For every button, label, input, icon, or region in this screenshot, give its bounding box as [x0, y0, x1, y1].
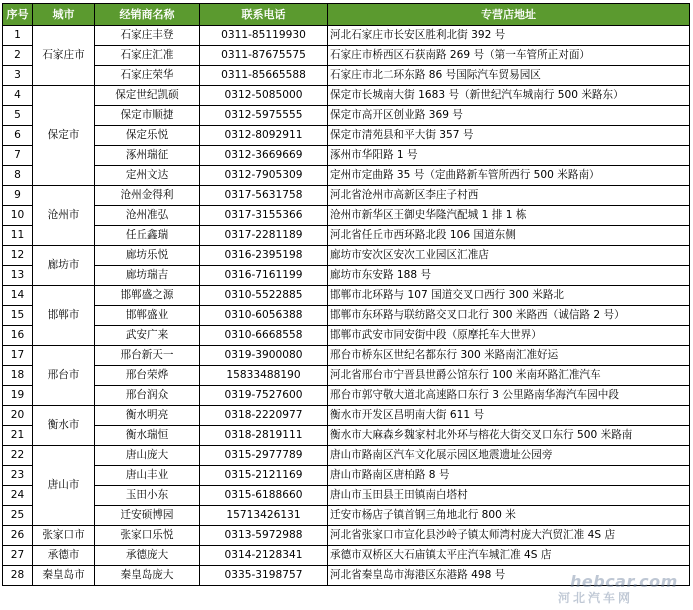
row-number: 22: [3, 446, 33, 466]
dealer-address: 唐山市路南区唐柏路 8 号: [328, 466, 690, 486]
row-number: 11: [3, 226, 33, 246]
dealer-address: 河北省任丘市西环路北段 106 国道东侧: [328, 226, 690, 246]
city-cell: 邯郸市: [33, 286, 95, 346]
dealer-address: 邯郸市武安市同安街中段（原摩托车大世界）: [328, 326, 690, 346]
dealer-name: 沧州准弘: [95, 206, 200, 226]
dealer-address: 河北省秦皇岛市海港区东港路 498 号: [328, 566, 690, 586]
dealer-phone: 0318-2819111: [200, 426, 328, 446]
dealer-name: 迁安硕博园: [95, 506, 200, 526]
table-row: [3, 366, 690, 386]
row-number: 15: [3, 306, 33, 326]
row-number: 25: [3, 506, 33, 526]
dealer-phone: 0310-5522885: [200, 286, 328, 306]
row-number: 17: [3, 346, 33, 366]
city-cell: 保定市: [33, 86, 95, 186]
table-header-row: [3, 4, 690, 26]
row-number: 18: [3, 366, 33, 386]
row-number: 27: [3, 546, 33, 566]
dealer-phone: 0312-8092911: [200, 126, 328, 146]
dealer-name: 廊坊瑞吉: [95, 266, 200, 286]
dealer-address: 沧州市新华区王御史华隆汽配城 1 排 1 栋: [328, 206, 690, 226]
row-number: 1: [3, 26, 33, 46]
header-city: 城市: [33, 4, 95, 26]
dealer-address: 保定市长城南大街 1683 号（新世纪汽车城南行 500 米路东）: [328, 86, 690, 106]
dealer-name: 石家庄汇准: [95, 46, 200, 66]
dealer-phone: 0318-2220977: [200, 406, 328, 426]
dealer-name: 石家庄荣华: [95, 66, 200, 86]
table-row: [3, 486, 690, 506]
header-dealer: 经销商名称: [95, 4, 200, 26]
dealer-name: 邢台荣烨: [95, 366, 200, 386]
dealer-name: 邯郸盛业: [95, 306, 200, 326]
dealer-name: 邯郸盛之源: [95, 286, 200, 306]
watermark-logo: hebcar.com: [570, 572, 678, 591]
dealer-name: 唐山庞大: [95, 446, 200, 466]
dealer-name: 唐山丰业: [95, 466, 200, 486]
table-row: [3, 146, 690, 166]
dealer-phone: 0317-2281189: [200, 226, 328, 246]
dealer-name: 张家口乐悦: [95, 526, 200, 546]
row-number: 6: [3, 126, 33, 146]
dealer-address: 邢台市郭守敬大道北高速路口东行 3 公里路南华海汽车园中段: [328, 386, 690, 406]
dealer-phone: 0319-7527600: [200, 386, 328, 406]
header-no: 序号: [3, 4, 33, 26]
header-phone: 联系电话: [200, 4, 328, 26]
dealer-address: 保定市高开区创业路 369 号: [328, 106, 690, 126]
row-number: 20: [3, 406, 33, 426]
dealer-address: 邯郸市东环路与联纺路交叉口北行 300 米路西（诚信路 2 号）: [328, 306, 690, 326]
row-number: 16: [3, 326, 33, 346]
city-cell: 秦皇岛市: [33, 566, 95, 586]
dealer-address: 石家庄市北二环东路 86 号国际汽车贸易园区: [328, 66, 690, 86]
dealer-name: 玉田小东: [95, 486, 200, 506]
dealer-name: 衡水明亮: [95, 406, 200, 426]
dealer-phone: 0311-85119930: [200, 26, 328, 46]
table-row: [3, 246, 690, 266]
dealer-address: 保定市清苑县和平大街 357 号: [328, 126, 690, 146]
dealer-phone: 0317-3155366: [200, 206, 328, 226]
city-cell: 沧州市: [33, 186, 95, 246]
dealer-phone: 0335-3198757: [200, 566, 328, 586]
header-address: 专营店地址: [328, 4, 690, 26]
table-row: [3, 66, 690, 86]
dealer-table: [2, 3, 690, 586]
dealer-phone: 0312-7905309: [200, 166, 328, 186]
row-number: 12: [3, 246, 33, 266]
dealer-phone: 15713426131: [200, 506, 328, 526]
row-number: 28: [3, 566, 33, 586]
dealer-name: 保定乐悦: [95, 126, 200, 146]
table-row: [3, 26, 690, 46]
dealer-phone: 0315-2977789: [200, 446, 328, 466]
dealer-name: 邢台新天一: [95, 346, 200, 366]
dealer-name: 定州文达: [95, 166, 200, 186]
table-row: [3, 166, 690, 186]
table-row: [3, 306, 690, 326]
table-row: [3, 186, 690, 206]
table-row: [3, 466, 690, 486]
city-cell: 廊坊市: [33, 246, 95, 286]
dealer-phone: 15833488190: [200, 366, 328, 386]
row-number: 7: [3, 146, 33, 166]
row-number: 19: [3, 386, 33, 406]
dealer-address: 承德市双桥区大石庙镇太平庄汽车城汇准 4S 店: [328, 546, 690, 566]
row-number: 13: [3, 266, 33, 286]
dealer-address: 河北省邢台市宁晋县世爵公馆东行 100 米南环路汇准汽车: [328, 366, 690, 386]
dealer-name: 邢台润众: [95, 386, 200, 406]
row-number: 14: [3, 286, 33, 306]
dealer-address: 河北石家庄市长安区胜利北街 392 号: [328, 26, 690, 46]
dealer-phone: 0311-85665588: [200, 66, 328, 86]
dealer-phone: 0312-5975555: [200, 106, 328, 126]
dealer-address: 河北省沧州市高新区李庄子村西: [328, 186, 690, 206]
dealer-address: 衡水市大麻森乡魏家村北外环与榕花大街交叉口东行 500 米路南: [328, 426, 690, 446]
dealer-address: 唐山市玉田县王田镇南白塔村: [328, 486, 690, 506]
row-number: 23: [3, 466, 33, 486]
dealer-name: 石家庄丰登: [95, 26, 200, 46]
city-cell: 石家庄市: [33, 26, 95, 86]
row-number: 9: [3, 186, 33, 206]
dealer-phone: 0317-5631758: [200, 186, 328, 206]
dealer-phone: 0312-5085000: [200, 86, 328, 106]
dealer-address: 河北省张家口市宣化县沙岭子镇太师湾村庞大汽贸汇准 4S 店: [328, 526, 690, 546]
dealer-name: 保定市顺捷: [95, 106, 200, 126]
row-number: 5: [3, 106, 33, 126]
city-cell: 邢台市: [33, 346, 95, 406]
table-row: [3, 566, 690, 586]
dealer-address: 廊坊市安次区安次工业园区汇准店: [328, 246, 690, 266]
dealer-address: 衡水市开发区昌明南大街 611 号: [328, 406, 690, 426]
table-row: [3, 126, 690, 146]
table-row: [3, 206, 690, 226]
city-cell: 张家口市: [33, 526, 95, 546]
table-row: [3, 506, 690, 526]
table-row: [3, 286, 690, 306]
table-row: [3, 446, 690, 466]
dealer-name: 秦皇岛庞大: [95, 566, 200, 586]
table-row: [3, 406, 690, 426]
dealer-phone: 0311-87675575: [200, 46, 328, 66]
row-number: 10: [3, 206, 33, 226]
table-row: [3, 526, 690, 546]
row-number: 3: [3, 66, 33, 86]
table-row: [3, 426, 690, 446]
dealer-phone: 0319-3900080: [200, 346, 328, 366]
dealer-address: 唐山市路南区汽车文化展示园区地震遗址公园旁: [328, 446, 690, 466]
city-cell: 衡水市: [33, 406, 95, 446]
city-cell: 唐山市: [33, 446, 95, 526]
dealer-name: 衡水瑞恒: [95, 426, 200, 446]
dealer-name: 沧州金得利: [95, 186, 200, 206]
dealer-name: 承德庞大: [95, 546, 200, 566]
dealer-name: 武安广来: [95, 326, 200, 346]
city-cell: 承德市: [33, 546, 95, 566]
dealer-address: 定州市定曲路 35 号（定曲路新车管所西行 500 米路南）: [328, 166, 690, 186]
table-row: [3, 326, 690, 346]
row-number: 26: [3, 526, 33, 546]
dealer-address: 邯郸市北环路与 107 国道交叉口西行 300 米路北: [328, 286, 690, 306]
dealer-name: 廊坊乐悦: [95, 246, 200, 266]
dealer-phone: 0316-2395198: [200, 246, 328, 266]
dealer-name: 涿州瑞征: [95, 146, 200, 166]
dealer-phone: 0312-3669669: [200, 146, 328, 166]
table-row: [3, 46, 690, 66]
dealer-phone: 0313-5972988: [200, 526, 328, 546]
table-row: [3, 106, 690, 126]
dealer-phone: 0316-7161199: [200, 266, 328, 286]
row-number: 21: [3, 426, 33, 446]
watermark-subtitle: 河北汽车网: [558, 591, 634, 605]
table-row: [3, 346, 690, 366]
dealer-address: 迁安市杨店子镇首钢三角地北行 800 米: [328, 506, 690, 526]
dealer-phone: 0314-2128341: [200, 546, 328, 566]
table-row: [3, 226, 690, 246]
table-body: [3, 26, 690, 586]
row-number: 4: [3, 86, 33, 106]
table-row: [3, 86, 690, 106]
dealer-phone: 0315-2121169: [200, 466, 328, 486]
dealer-address: 邢台市桥东区世纪名都东行 300 米路南汇准好运: [328, 346, 690, 366]
row-number: 8: [3, 166, 33, 186]
table-row: [3, 386, 690, 406]
table-row: [3, 266, 690, 286]
dealer-phone: 0310-6668558: [200, 326, 328, 346]
dealer-phone: 0315-6188660: [200, 486, 328, 506]
dealer-name: 任丘鑫瑞: [95, 226, 200, 246]
table-row: [3, 546, 690, 566]
dealer-address: 涿州市华阳路 1 号: [328, 146, 690, 166]
row-number: 2: [3, 46, 33, 66]
dealer-phone: 0310-6056388: [200, 306, 328, 326]
dealer-address: 廊坊市东安路 188 号: [328, 266, 690, 286]
dealer-name: 保定世纪凯硕: [95, 86, 200, 106]
row-number: 24: [3, 486, 33, 506]
dealer-address: 石家庄市桥西区石获南路 269 号（第一车管所正对面）: [328, 46, 690, 66]
